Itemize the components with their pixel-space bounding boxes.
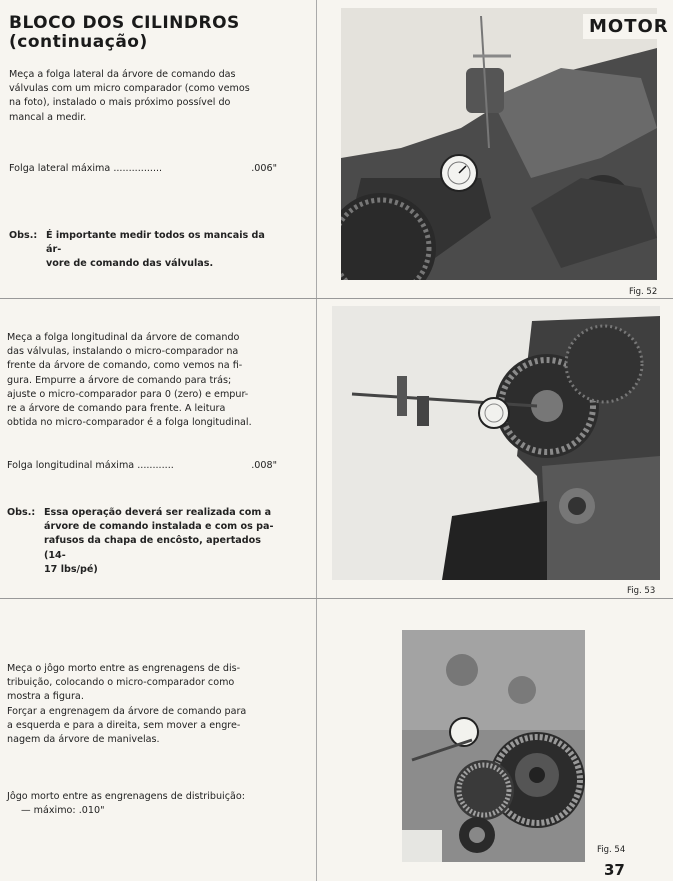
text-line: nagem da árvore de manivelas.	[7, 734, 160, 746]
text-line: frente da árvore de comando, como vemos na fi-	[7, 360, 243, 372]
text-line: Forçar a engrenagem da árvore de comando para	[7, 705, 247, 717]
section2-paragraph	[7, 331, 279, 430]
text-line: a esquerda e para a direita, sem mover a engre-	[7, 719, 241, 731]
section-title-line1: BLOCO DOS CILINDROS	[9, 13, 240, 33]
page-number: 37	[604, 861, 625, 879]
text-line: re a árvore de comando para frente. A leitura	[7, 403, 226, 415]
figure-52-photo	[341, 8, 657, 280]
spec-value: .008"	[251, 460, 277, 471]
spec-line: — máximo: .010"	[21, 805, 105, 817]
text-line: na foto), instalado o mais próximo possível do	[9, 97, 231, 109]
text-line: Meça o jôgo morto entre as engrenagens de dis-	[7, 663, 241, 674]
text-line: mancal a medir.	[9, 111, 87, 123]
note-line: árvore de comando instalada e com os pa-	[44, 521, 274, 533]
note-key: Obs.:	[7, 507, 36, 518]
figure-54-caption: Fig. 54	[597, 845, 626, 855]
text-line: obtida no micro-comparador é a folga longitudinal.	[7, 417, 252, 429]
section-divider-1	[0, 298, 673, 299]
section-divider-2	[0, 598, 673, 599]
spec-value: .006"	[251, 163, 277, 174]
note-line: vore de comando das válvulas.	[46, 258, 214, 270]
text-line: Meça a folga lateral da árvore de comando das	[9, 69, 236, 80]
spec-label: Folga longitudinal máxima ............	[7, 460, 174, 471]
note-key: Obs.:	[9, 230, 38, 241]
note-line: É importante medir todos os mancais da ár-	[46, 230, 265, 256]
section1-spec	[9, 162, 277, 176]
brand-label: MOTOR	[583, 14, 673, 39]
section2-spec	[7, 459, 277, 473]
figure-53-photo	[332, 306, 660, 580]
section1-note	[9, 229, 279, 272]
spec-label: Folga lateral máxima ................	[9, 163, 163, 174]
text-line: das válvulas, instalando o micro-comparador na	[7, 346, 239, 358]
camshaft-end-play-illustration	[332, 306, 660, 580]
figure-53-caption: Fig. 53	[627, 586, 656, 596]
text-line: mostra a figura.	[7, 691, 84, 703]
section-title	[9, 14, 240, 52]
section1-paragraph	[9, 68, 279, 125]
figure-54-photo	[402, 630, 585, 862]
figure-52-caption: Fig. 52	[629, 287, 658, 297]
note-line: 17 lbs/pé)	[44, 563, 98, 575]
text-line: tribuição, colocando o micro-comparador como	[7, 677, 235, 689]
spec-line: Jôgo morto entre as engrenagens de distribuição:	[7, 791, 245, 802]
text-line: válvulas com um micro comparador (como vemos	[9, 83, 250, 95]
note-line: rafusos da chapa de encôsto, apertados (14-	[44, 535, 261, 561]
text-line: gura. Empurre a árvore de comando para trás;	[7, 374, 232, 386]
timing-gears-backlash-illustration	[402, 630, 585, 862]
section-title-line2: (continuação)	[9, 32, 148, 52]
column-divider	[316, 0, 317, 881]
section3-spec	[7, 790, 287, 818]
engine-block-dial-gauge-illustration	[341, 8, 657, 280]
section3-paragraph	[7, 662, 279, 747]
text-line: ajuste o micro-comparador para 0 (zero) e empur-	[7, 388, 249, 400]
text-line: Meça a folga longitudinal da árvore de comando	[7, 332, 240, 343]
note-line: Essa operação deverá ser realizada com a	[44, 507, 272, 518]
section2-note	[7, 506, 279, 577]
